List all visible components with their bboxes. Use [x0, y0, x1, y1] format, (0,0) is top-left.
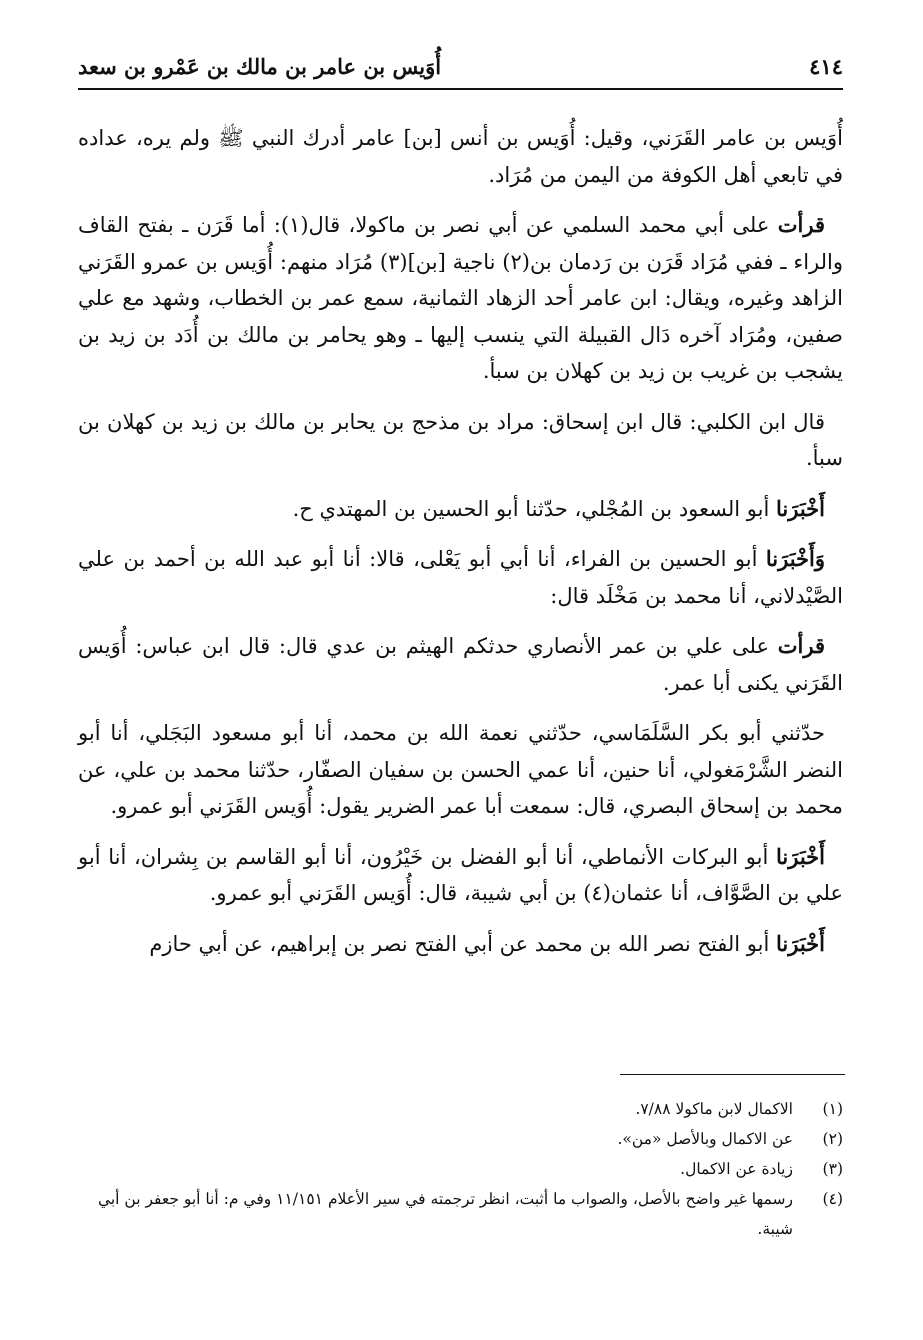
footnotes [78, 1094, 843, 1244]
footnote-text: الاكمال لابن ماكولا ٧/٨٨. [635, 1100, 793, 1118]
paragraph-text: أُوَيس بن عامر القَرَني، وقيل: أُوَيس بن أنس [بن] عامر أدرك النبي ﷺ ولم يره، عداده في تابعي أهل الكوفة من اليمن من مُرَاد. [78, 126, 843, 187]
paragraph [78, 715, 843, 825]
paragraph [78, 628, 843, 701]
page-number: ٤١٤ [809, 54, 843, 79]
paragraph-text: على علي بن عمر الأنصاري حدثكم الهيثم بن عدي قال: قال ابن عباس: أُوَيس القَرَني يكنى أبا عمر. [78, 634, 843, 695]
paragraph-lead: أَخْبَرَنا [776, 495, 825, 521]
footnote-text: رسمها غير واضح بالأصل، والصواب ما أثبت، انظر ترجمته في سير الأعلام ١١/١٥١ وفي م: أنا أبو جعفر بن أبي شيبة. [97, 1190, 793, 1238]
paragraph [78, 839, 843, 912]
paragraph-text: أبو الحسين بن الفراء، أنا أبي أبو يَعْلى، قالا: أنا أبو عبد الله بن أحمد بن علي الصَّيْدلاني، أنا محمد بن مَخْلَد قال: [78, 547, 843, 608]
paragraph-lead: قرأت [777, 633, 825, 658]
paragraph-text: أبو البركات الأنماطي، أنا أبو الفضل بن خَيْرُون، أنا أبو القاسم بن بِشران، أنا أبو علي بن الصَّوَّاف، أنا عثمان(٤) بن أبي شيبة، قال: أُوَيس القَرَني أبو عمرو. [78, 844, 843, 905]
paragraph [78, 120, 843, 193]
paragraph [78, 541, 843, 614]
main-text [78, 120, 843, 976]
paragraph [78, 404, 843, 477]
footnote [78, 1094, 843, 1124]
running-title: أُوَيس بن عامر بن مالك بن عَمْرو بن سعد [78, 54, 442, 79]
footnote-text: زيادة عن الاكمال. [680, 1160, 793, 1178]
page-header [78, 48, 843, 90]
paragraph [78, 926, 843, 963]
paragraph [78, 491, 843, 528]
footnote-divider [620, 1074, 845, 1075]
paragraph [78, 207, 843, 390]
paragraph-lead: أَخْبَرَنا [776, 930, 825, 956]
footnote [78, 1124, 843, 1154]
footnote-number: (٤) [822, 1190, 843, 1208]
footnote-text: عن الاكمال وبالأصل «من». [617, 1130, 793, 1148]
paragraph-lead: قرأت [777, 212, 825, 237]
footnote-number: (٣) [822, 1160, 843, 1178]
paragraph-lead: أَخْبَرَنا [776, 843, 825, 869]
paragraph-text: قال ابن الكلبي: قال ابن إسحاق: مراد بن مذحج بن يحابر بن مالك بن زيد بن كهلان بن سبأ. [78, 409, 843, 470]
footnote-number: (٢) [822, 1130, 843, 1148]
footnote [78, 1184, 843, 1244]
paragraph-text: على أبي محمد السلمي عن أبي نصر بن ماكولا، قال(١): أما قَرَن ـ بفتح القاف والراء ـ ففي مُرَاد قَرَن بن رَدمان بن(٢) ناجية [بن](٣) مُرَاد منهم: أُوَيس بن عمرو القَرَني الزاهد وغيره، ويقال: ابن عامر أحد الزهاد الثمانية، سمع عمر بن الخطاب، وشهد مع علي صفين، ومُرَاد آخره دَال القبيلة التي ينسب إليها ـ وهو يحامر بن مالك بن أُدَد بن زيد بن يشجب بن غريب بن زيد بن كهلان بن سبأ. [78, 213, 843, 383]
paragraph-text: أبو السعود بن المُجْلي، حدّثنا أبو الحسين بن المهتدي ح. [292, 496, 777, 521]
paragraph-lead: وَأَخْبَرَنا [765, 546, 825, 571]
footnote-number: (١) [822, 1100, 843, 1118]
paragraph-text: أبو الفتح نصر الله بن محمد عن أبي الفتح نصر بن إبراهيم، عن أبي حازم [149, 931, 777, 956]
paragraph-text: حدّثني أبو بكر السَّلَمَاسي، حدّثني نعمة الله بن محمد، أنا أبو مسعود البَجَلي، أنا أبو النضر الشَّرْمَغولي، أنا حنين، أنا عمي الحسن بن سفيان الصفّار، حدّثنا محمد بن علي، عن محمد بن إسحاق البصري، قال: سمعت أبا عمر الضرير يقول: أُوَيس القَرَني أبو عمرو. [78, 721, 843, 818]
footnote [78, 1154, 843, 1184]
